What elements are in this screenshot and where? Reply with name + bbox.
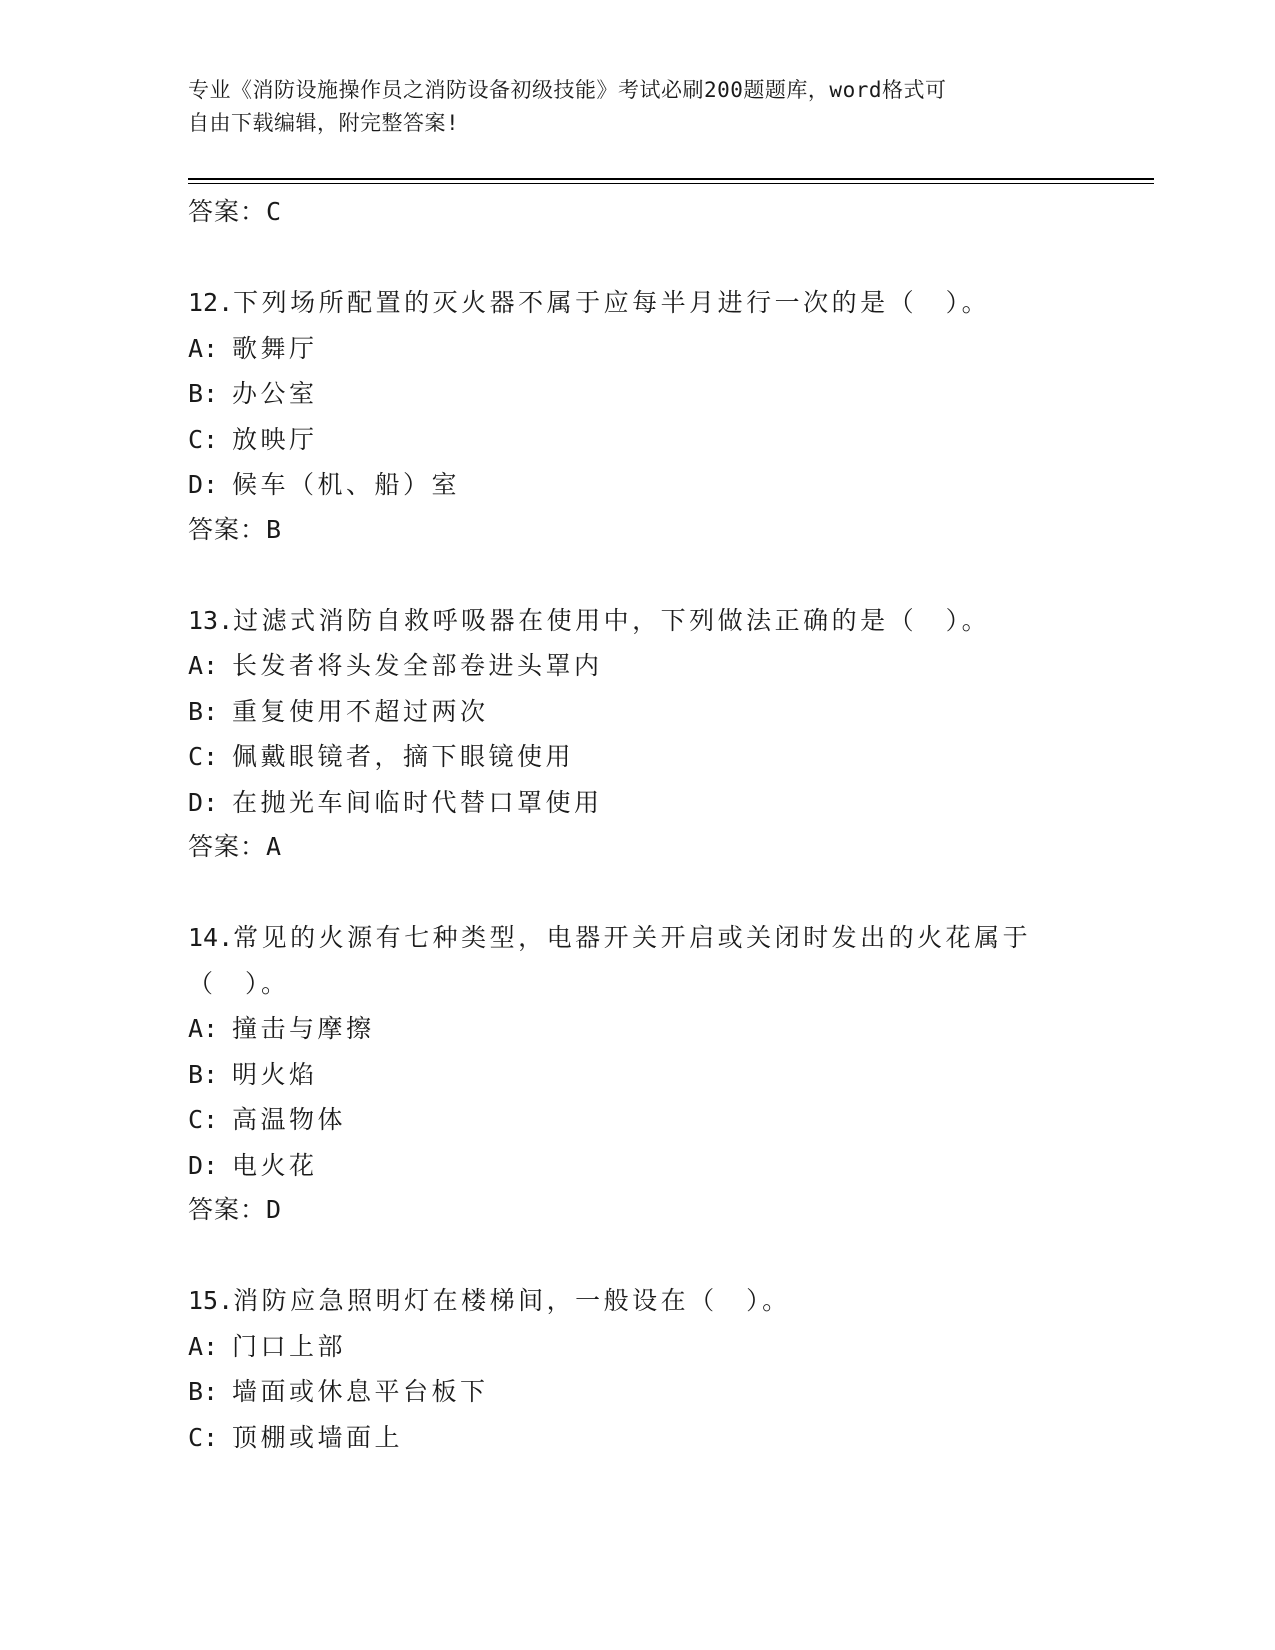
question-text: 常见的火源有七种类型，电器开关开启或关闭时发出的火花属于（ ）。	[188, 923, 1032, 998]
option-letter: B:	[188, 1059, 219, 1089]
option-b	[188, 1369, 1088, 1415]
answer-line	[188, 1188, 1088, 1232]
option-c	[188, 1097, 1088, 1143]
question-number: 13.	[188, 605, 234, 635]
option-letter: A:	[188, 1014, 219, 1043]
question-stem	[188, 280, 1068, 326]
option-c	[188, 734, 1088, 780]
answer-line	[188, 825, 1088, 869]
option-c	[188, 1415, 1088, 1461]
answer-value: B	[266, 514, 283, 544]
question-number: 12.	[188, 288, 234, 317]
option-d	[188, 1143, 1088, 1189]
answer-value: D	[266, 1195, 283, 1224]
question-14	[188, 915, 1088, 1232]
answer-label: 答案：	[188, 1195, 267, 1224]
question-stem	[188, 1278, 1068, 1324]
option-b	[188, 371, 1088, 417]
option-text: 放映厅	[232, 424, 318, 454]
option-d	[188, 462, 1088, 508]
question-text: 下列场所配置的灭火器不属于应每半月进行一次的是（ ）。	[233, 288, 991, 317]
option-a	[188, 1324, 1088, 1370]
question-stem	[188, 598, 1068, 644]
answer-value: A	[266, 832, 283, 861]
option-letter: A:	[188, 1331, 219, 1361]
option-text: 门口上部	[232, 1331, 347, 1361]
option-text: 重复使用不超过两次	[232, 696, 489, 726]
option-text: 高温物体	[232, 1105, 347, 1134]
option-letter: C:	[188, 1422, 219, 1452]
option-a	[188, 326, 1088, 372]
option-letter: C:	[188, 1105, 219, 1134]
option-letter: C:	[188, 742, 219, 771]
option-a	[188, 643, 1088, 689]
question-number: 14.	[188, 923, 234, 952]
option-b	[188, 689, 1088, 735]
option-letter: A:	[188, 333, 219, 363]
option-text: 长发者将头发全部卷进头罩内	[232, 651, 603, 680]
option-d	[188, 780, 1088, 826]
header-line-2: 自由下载编辑，附完整答案!	[188, 111, 460, 135]
question-12	[188, 280, 1088, 552]
question-text: 过滤式消防自救呼吸器在使用中，下列做法正确的是（ ）。	[233, 605, 991, 635]
option-text: 办公室	[232, 379, 318, 408]
option-text: 顶棚或墙面上	[232, 1422, 404, 1452]
header-divider-thin	[188, 183, 1154, 184]
question-list	[188, 190, 1088, 1460]
option-text: 撞击与摩擦	[232, 1014, 375, 1043]
option-c	[188, 417, 1088, 463]
option-letter: D:	[188, 787, 219, 817]
option-text: 佩戴眼镜者，摘下眼镜使用	[232, 742, 575, 771]
option-text: 明火焰	[232, 1059, 318, 1089]
answer-line	[188, 508, 1088, 552]
answer-label: 答案：	[188, 832, 267, 861]
option-text: 候车（机、船）室	[232, 470, 461, 499]
option-letter: D:	[188, 1150, 219, 1180]
option-letter: D:	[188, 470, 219, 499]
document-header	[188, 74, 1068, 140]
option-b	[188, 1052, 1088, 1098]
answer-value: C	[266, 197, 283, 226]
option-text: 在抛光车间临时代替口罩使用	[232, 787, 603, 817]
option-letter: B:	[188, 696, 219, 726]
option-text: 电火花	[232, 1150, 318, 1180]
answer-line-11	[188, 190, 1088, 234]
question-15	[188, 1278, 1088, 1460]
answer-label: 答案：	[188, 514, 267, 544]
question-13	[188, 598, 1088, 870]
question-number: 15.	[188, 1286, 234, 1315]
option-letter: A:	[188, 651, 219, 680]
option-text: 墙面或休息平台板下	[232, 1377, 489, 1406]
question-stem	[188, 915, 1068, 1006]
option-letter: B:	[188, 1377, 219, 1406]
question-text: 消防应急照明灯在楼梯间，一般设在（ ）。	[233, 1286, 791, 1315]
option-a	[188, 1006, 1088, 1052]
option-letter: C:	[188, 424, 219, 454]
option-letter: B:	[188, 379, 219, 408]
header-divider-thick	[188, 178, 1154, 180]
answer-label: 答案：	[188, 197, 267, 226]
header-line-1: 专业《消防设施操作员之消防设备初级技能》考试必刷200题题库，word格式可	[188, 78, 947, 102]
option-text: 歌舞厅	[232, 333, 318, 363]
